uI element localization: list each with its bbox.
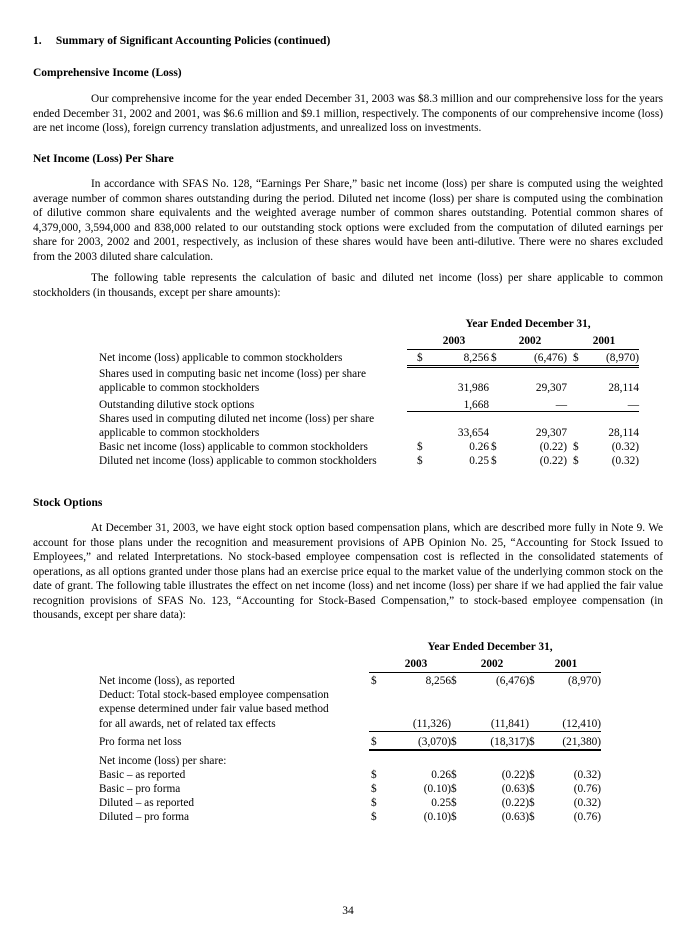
row-label: Deduct: Total stock-based employee compensation: [99, 689, 329, 701]
table2-caption: Year Ended December 31,: [427, 641, 553, 653]
cell-value: (0.76): [573, 783, 601, 795]
row-label: Outstanding dilutive stock options: [99, 399, 255, 411]
table-intro-paragraph: The following table represents the calculation of basic and diluted net income (loss) per share applicable to common stockholders (in thousands, except per share amounts):: [33, 272, 663, 299]
cell-value: (0.32): [573, 797, 601, 809]
cell-value: 33,654: [457, 427, 489, 439]
dollar-sign: $: [529, 736, 535, 748]
table-row: [99, 412, 639, 426]
comprehensive-income-heading: Comprehensive Income (Loss): [33, 67, 182, 79]
dollar-sign: $: [529, 797, 535, 809]
row-label: applicable to common stockholders: [99, 427, 260, 439]
row-label: Pro forma net loss: [99, 736, 182, 748]
dollar-sign: $: [491, 352, 497, 364]
year-header: 2001: [592, 335, 616, 347]
dollar-sign: $: [371, 675, 377, 687]
net-income-per-share-paragraph: In accordance with SFAS No. 128, “Earnings Per Share,” basic net income (loss) per share is computed using the weighted average number of common shares outstanding during the period. Diluted net income (loss) per share is computed using the combination of dilutive common share equivalents and the weighted average number of common shares outstanding. Potential common shares of 4,379,000, 3,594,000 and 838,000 related to our outstanding stock options were excluded from the computation of diluted earnings per share for 2003, 2002 and 2001, respectively, as inclusion of these shares would have been anti-dilutive. There were no shares excluded from the 2003 diluted share calculation.: [33, 178, 663, 263]
table1-caption: Year Ended December 31,: [465, 318, 591, 330]
table-row: [99, 367, 639, 381]
dollar-sign: $: [451, 783, 457, 795]
table-row: [99, 688, 599, 702]
dollar-sign: $: [529, 769, 535, 781]
total-underline: [369, 749, 601, 751]
header-underline: [407, 349, 639, 350]
table-row: [99, 768, 599, 782]
cell-value: 31,986: [457, 382, 489, 394]
dollar-sign: $: [573, 352, 579, 364]
page-number: 34: [342, 905, 354, 917]
cell-value: 29,307: [535, 382, 567, 394]
dollar-sign: $: [491, 455, 497, 467]
cell-value: (0.22): [501, 797, 529, 809]
row-label: Shares used in computing diluted net income (loss) per share: [99, 413, 375, 425]
cell-value: 8,256: [463, 352, 489, 364]
cell-value: (8,970): [606, 352, 639, 364]
table-row: [99, 782, 599, 796]
dollar-sign: $: [371, 811, 377, 823]
cell-value: (0.63): [501, 783, 529, 795]
stock-options-paragraph: At December 31, 2003, we have eight stock option based compensation plans, which are described more fully in Note 9. We account for those plans under the recognition and measurement provisions of APB Opinion No. 25, “Accounting for Stock Issued to Employees,” and related Interpretations. No stock-based employee compensation cost is reflected in the consolidated statements of operations, as all options granted under those plans had an exercise price equal to the market value of the underlying common stock on the date of grant. The following table illustrates the effect on net income (loss) and net income (loss) per share if we had applied the fair value recognition provisions of SFAS No. 123, “Accounting for Stock-Based Compensation,” to stock-based employee compensation (in thousands, except per share data):: [33, 522, 663, 621]
net-income-per-share-heading: Net Income (Loss) Per Share: [33, 153, 174, 165]
table-row: [99, 674, 599, 688]
stock-options-heading: Stock Options: [33, 497, 103, 509]
table-row: [99, 717, 599, 731]
cell-value: (18,317): [490, 736, 529, 748]
dollar-sign: $: [529, 783, 535, 795]
cell-value: (0.10): [423, 811, 451, 823]
row-label: Basic – pro forma: [99, 783, 181, 795]
cell-value: (0.32): [573, 769, 601, 781]
section-heading: [33, 35, 330, 47]
dollar-sign: $: [573, 455, 579, 467]
dollar-sign: $: [573, 441, 579, 453]
cell-value: (0.32): [611, 455, 639, 467]
table-row: [99, 754, 599, 768]
year-header: 2003: [442, 335, 466, 347]
dollar-sign: $: [371, 736, 377, 748]
cell-value: 8,256: [425, 675, 451, 687]
cell-value: (8,970): [568, 675, 601, 687]
cell-value: (6,476): [496, 675, 529, 687]
cell-value: —: [627, 399, 639, 411]
row-label: Net income (loss) applicable to common stockholders: [99, 352, 343, 364]
row-label: expense determined under fair value based method: [99, 703, 329, 715]
dollar-sign: $: [451, 675, 457, 687]
row-label: Shares used in computing basic net income (loss) per share: [99, 368, 366, 380]
row-label: for all awards, net of related tax effects: [99, 718, 276, 730]
dollar-sign: $: [529, 675, 535, 687]
year-header: 2002: [518, 335, 542, 347]
dollar-sign: $: [451, 736, 457, 748]
table-row: [99, 426, 639, 440]
year-header: 2001: [554, 658, 578, 670]
cell-value: (21,380): [562, 736, 601, 748]
cell-value: (0.76): [573, 811, 601, 823]
cell-value: (6,476): [534, 352, 567, 364]
cell-value: (0.63): [501, 811, 529, 823]
dollar-sign: $: [417, 441, 423, 453]
dollar-sign: $: [417, 352, 423, 364]
section-number: 1.: [33, 35, 42, 47]
section-title: Summary of Significant Accounting Policies (continued): [55, 35, 331, 47]
table-row: [99, 440, 639, 454]
dollar-sign: $: [451, 811, 457, 823]
table-row: [99, 702, 599, 716]
table-row: [99, 454, 639, 468]
cell-value: 28,114: [608, 427, 639, 439]
header-underline: [369, 672, 601, 673]
dollar-sign: $: [371, 783, 377, 795]
dollar-sign: $: [371, 769, 377, 781]
cell-value: 28,114: [608, 382, 639, 394]
cell-value: (11,841): [490, 718, 529, 730]
cell-value: 0.25: [431, 797, 451, 809]
cell-value: (0.22): [539, 441, 567, 453]
cell-value: (3,070): [418, 736, 451, 748]
dollar-sign: $: [371, 797, 377, 809]
row-label: Diluted net income (loss) applicable to common stockholders: [99, 455, 377, 467]
table-row: [99, 351, 639, 365]
dollar-sign: $: [491, 441, 497, 453]
dollar-sign: $: [529, 811, 535, 823]
cell-value: (11,326): [412, 718, 451, 730]
comprehensive-income-paragraph: Our comprehensive income for the year ended December 31, 2003 was $8.3 million and our comprehensive loss for the years ended December 31, 2002 and 2001, was $6.6 million and $9.1 million, respectively. The components of our comprehensive income (loss) are net income (loss), foreign currency translation adjustments, and unrealized loss on investments.: [33, 93, 663, 134]
table-row: [99, 796, 599, 810]
row-label: applicable to common stockholders: [99, 382, 260, 394]
cell-value: 0.25: [469, 455, 489, 467]
table-row: [99, 810, 599, 824]
table-row: [99, 398, 639, 412]
cell-value: 0.26: [469, 441, 489, 453]
row-label: Basic – as reported: [99, 769, 186, 781]
year-header: 2003: [404, 658, 428, 670]
table-row: [99, 735, 599, 749]
year-header: 2002: [480, 658, 504, 670]
cell-value: 29,307: [535, 427, 567, 439]
cell-value: —: [555, 399, 567, 411]
row-label: Diluted – as reported: [99, 797, 195, 809]
total-double-underline: [407, 365, 639, 368]
row-label: Diluted – pro forma: [99, 811, 190, 823]
cell-value: 1,668: [463, 399, 489, 411]
cell-value: (0.32): [611, 441, 639, 453]
row-label: Basic net income (loss) applicable to common stockholders: [99, 441, 368, 453]
dollar-sign: $: [417, 455, 423, 467]
subtotal-underline: [407, 411, 639, 412]
subtotal-underline: [369, 731, 601, 732]
cell-value: (12,410): [562, 718, 601, 730]
dollar-sign: $: [451, 797, 457, 809]
row-label: Net income (loss), as reported: [99, 675, 235, 687]
table-row: [99, 381, 639, 395]
dollar-sign: $: [451, 769, 457, 781]
cell-value: 0.26: [431, 769, 451, 781]
cell-value: (0.22): [501, 769, 529, 781]
cell-value: (0.10): [423, 783, 451, 795]
cell-value: (0.22): [539, 455, 567, 467]
row-label: Net income (loss) per share:: [99, 755, 227, 767]
